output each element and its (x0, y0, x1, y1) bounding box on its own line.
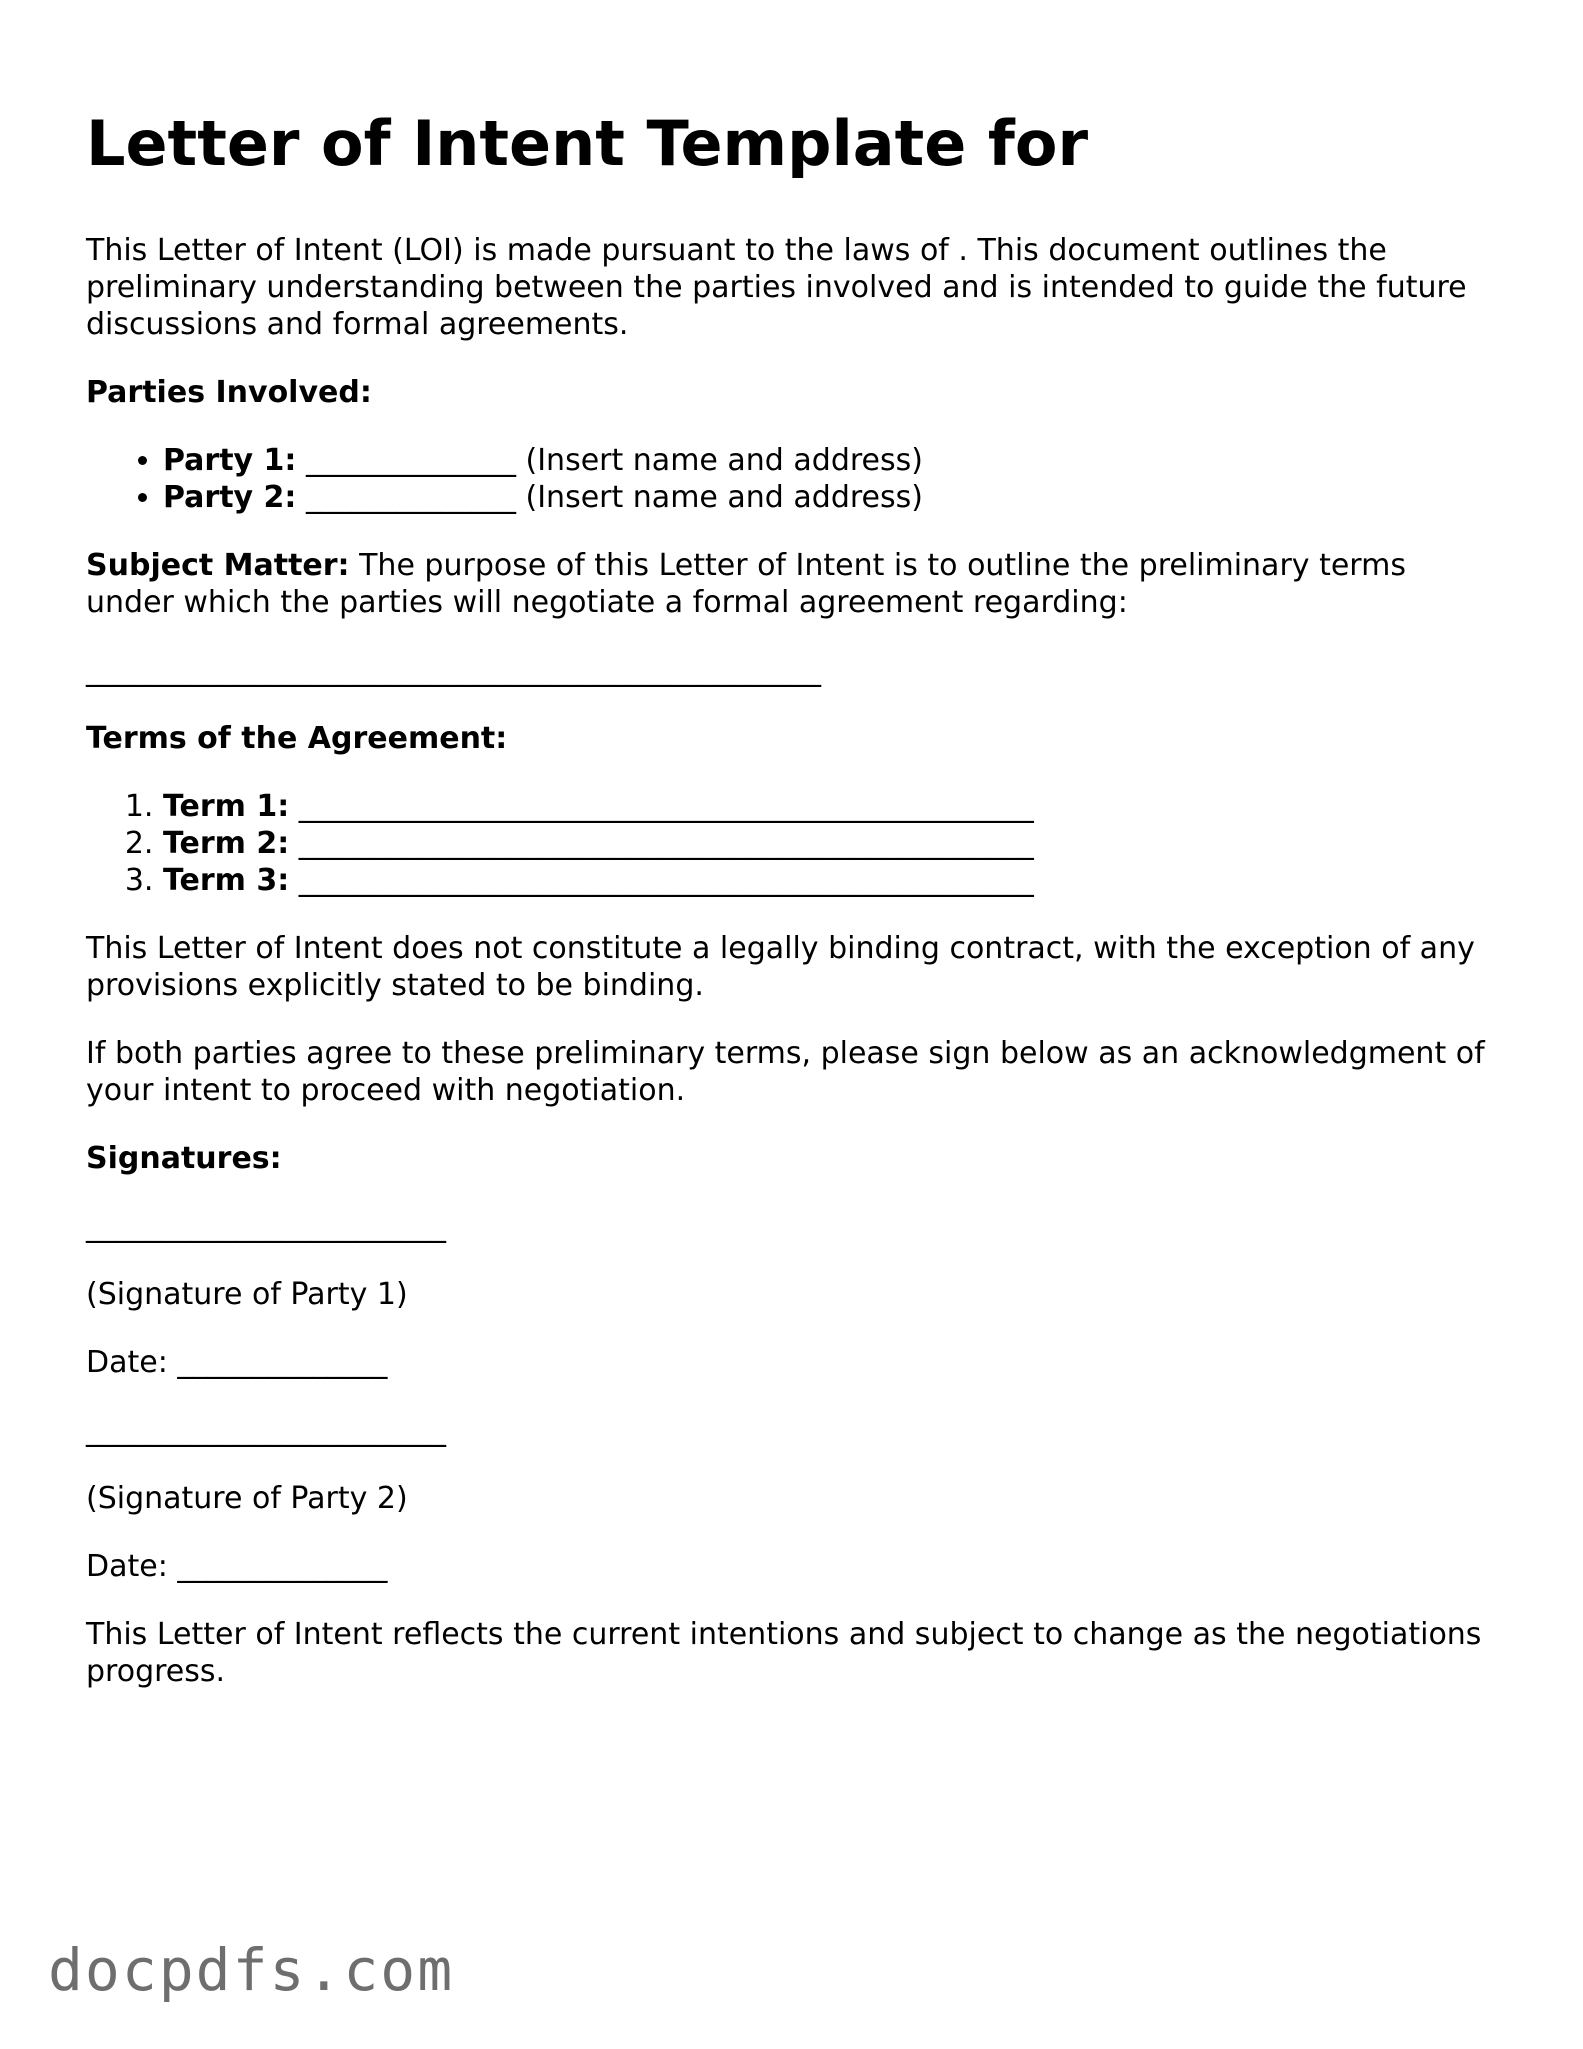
signature-line-party-1: ________________________ (86, 1209, 446, 1244)
term-2-blank: _________________________________________________ (289, 826, 1034, 861)
signature-caption-party-1: (Signature of Party 1) (86, 1277, 408, 1312)
party-2-label: Party 2: (163, 480, 297, 515)
parties-list (86, 442, 1498, 516)
party-2-item (163, 479, 1498, 516)
binding-note: This Letter of Intent does not constitute a legally binding contract, with the exception of any provisions explicitly stated to be binding. (86, 931, 1475, 1003)
party-2-text: ______________ (Insert name and address) (296, 480, 923, 515)
term-1-item (163, 788, 1498, 825)
term-3-blank: _________________________________________________ (289, 863, 1034, 898)
terms-list (86, 788, 1498, 899)
intro-paragraph: This Letter of Intent (LOI) is made pursuant to the laws of . This document outlines the preliminary understanding between the parties involved and is intended to guide the future discussions and formal agreements. (86, 233, 1467, 342)
subject-matter-label: Subject Matter: (86, 548, 350, 583)
term-1-blank: _________________________________________________ (289, 789, 1034, 824)
subject-matter-text: The purpose of this Letter of Intent is to outline the preliminary terms under which the parties will negotiate a formal agreement regarding: (86, 548, 1406, 620)
sign-instruction: If both parties agree to these preliminary terms, please sign below as an acknowledgment of your intent to proceed with negotiation. (86, 1036, 1485, 1108)
party-1-label: Party 1: (163, 443, 297, 478)
term-1-label: Term 1: (163, 789, 290, 824)
party-1-item (163, 442, 1498, 479)
closing-paragraph: This Letter of Intent reflects the current intentions and subject to change as the negotiations progress. (86, 1617, 1482, 1689)
subject-blank-line: _________________________________________________ (86, 653, 821, 688)
term-3-label: Term 3: (163, 863, 290, 898)
signature-line-party-2: ________________________ (86, 1413, 446, 1448)
date-line-party-1: Date: ______________ (86, 1345, 388, 1380)
signatures-heading: Signatures: (86, 1141, 282, 1176)
term-2-label: Term 2: (163, 826, 290, 861)
date-line-party-2: Date: ______________ (86, 1549, 388, 1584)
document-page (86, 104, 1498, 1721)
party-1-text: ______________ (Insert name and address) (296, 443, 923, 478)
subject-matter-paragraph (86, 547, 1498, 621)
term-3-item (163, 862, 1498, 899)
terms-heading: Terms of the Agreement: (86, 721, 508, 756)
parties-heading: Parties Involved: (86, 375, 372, 410)
term-2-item (163, 825, 1498, 862)
document-title: Letter of Intent Template for (86, 107, 1089, 180)
watermark-logo: docpdfs.com (48, 1936, 455, 2004)
signature-caption-party-2: (Signature of Party 2) (86, 1481, 408, 1516)
